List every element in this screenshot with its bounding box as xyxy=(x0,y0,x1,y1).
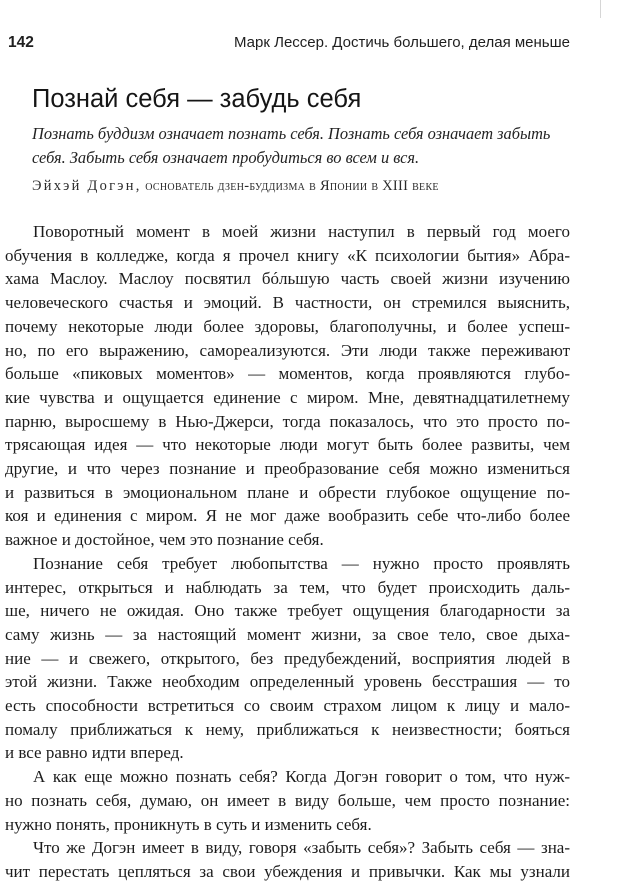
body-line: но, по его выражению, самореализуются. Эти люди также переживают xyxy=(5,340,570,360)
body-line: обучения в колледже, когда я прочел книгу «К психологии бытия» Абра- xyxy=(5,245,570,265)
body-line: человеческого счастья и эмоций. В частности, он стремился выяснить, xyxy=(5,293,570,313)
body-line: саму жизнь — за настоящий момент жизни, за свое тело, свое дыха- xyxy=(5,624,570,644)
body-line: ние — и свежего, открытого, без предубеждений, восприятия людей в xyxy=(5,648,570,668)
body-line: интерес, открыться и наблюдать за тем, что будет происходить даль- xyxy=(5,577,570,597)
body-line: и все равно идти вперед. xyxy=(5,743,184,763)
page-number: 142 xyxy=(8,34,34,51)
body-line: кие чувства и ощущается единение с миром. Мне, девятнадцатилетнему xyxy=(5,387,570,407)
body-line: парню, выросшему в Нью-Джерси, тогда показалось, что это просто по- xyxy=(5,411,570,431)
body-line: трясающая идея — что некоторые люди могут быть более развиты, чем xyxy=(5,435,570,455)
epigraph-line: Познать буддизм означает познать себя. Познать себя означает забыть xyxy=(32,124,551,143)
epigraph-author-description: основатель дзен-буддизма в Японии в XIII веке xyxy=(145,178,439,194)
body-text xyxy=(5,220,570,884)
running-title: Марк Лессер. Достичь большего, делая меньше xyxy=(234,34,570,51)
body-line: нужно понять, проникнуть в суть и изменить себя. xyxy=(5,814,372,834)
body-line: А как еще можно познать себя? Когда Догэн говорит о том, что нуж- xyxy=(33,767,570,787)
body-line: чит перестать цепляться за свои убеждения и привычки. Как мы узнали xyxy=(5,861,570,881)
epigraph xyxy=(32,122,577,169)
page-header xyxy=(8,30,600,56)
epigraph-attribution xyxy=(32,174,577,198)
body-line: почему некоторые люди более здоровы, благополучны, и более успеш- xyxy=(5,316,570,336)
chapter-title: Познай себя — забудь себя xyxy=(32,85,362,113)
page-edge-divider xyxy=(600,0,601,18)
body-line: ше, ничего не ожидая. Оно также требует ощущения благодарности за xyxy=(5,601,570,621)
body-line: этой жизни. Также необходим определенный уровень бесстрашия — то xyxy=(5,672,570,692)
epigraph-line: себя. Забыть себя означает пробудиться во всем и вся. xyxy=(32,147,420,167)
body-line: есть способности встретиться со своим страхом лицом к лицу и мало- xyxy=(5,696,570,716)
epigraph-author: Эйхэй Догэн, xyxy=(32,178,142,194)
body-line: помалу приближаться к нему, приближаться к неизвестности; бояться xyxy=(5,719,570,739)
body-line: коя и единения с миром. Я не мог даже вообразить себе что-либо более xyxy=(5,506,570,526)
body-line: но познать себя, думаю, он имеет в виду больше, чем просто познание: xyxy=(5,790,570,810)
body-line: другие, и что через познание и преобразование себя можно измениться xyxy=(5,459,570,479)
body-line: Поворотный момент в моей жизни наступил в первый год моего xyxy=(33,222,570,241)
body-line: Познание себя требует любопытства — нужно просто проявлять xyxy=(33,553,570,573)
body-line: больше «пиковых моментов» — моментов, когда проявляются глубо- xyxy=(5,364,570,384)
body-line: важное и достойное, чем это познание себя. xyxy=(5,530,324,550)
body-line: и развиться в эмоциональном плане и обрести глубокое ощущение по- xyxy=(5,482,570,502)
body-line: Что же Догэн имеет в виду, говоря «забыть себя»? Забыть себя — зна- xyxy=(33,838,570,858)
body-line: хама Маслоу. Маслоу посвятил бóльшую часть своей жизни изучению xyxy=(5,269,570,289)
